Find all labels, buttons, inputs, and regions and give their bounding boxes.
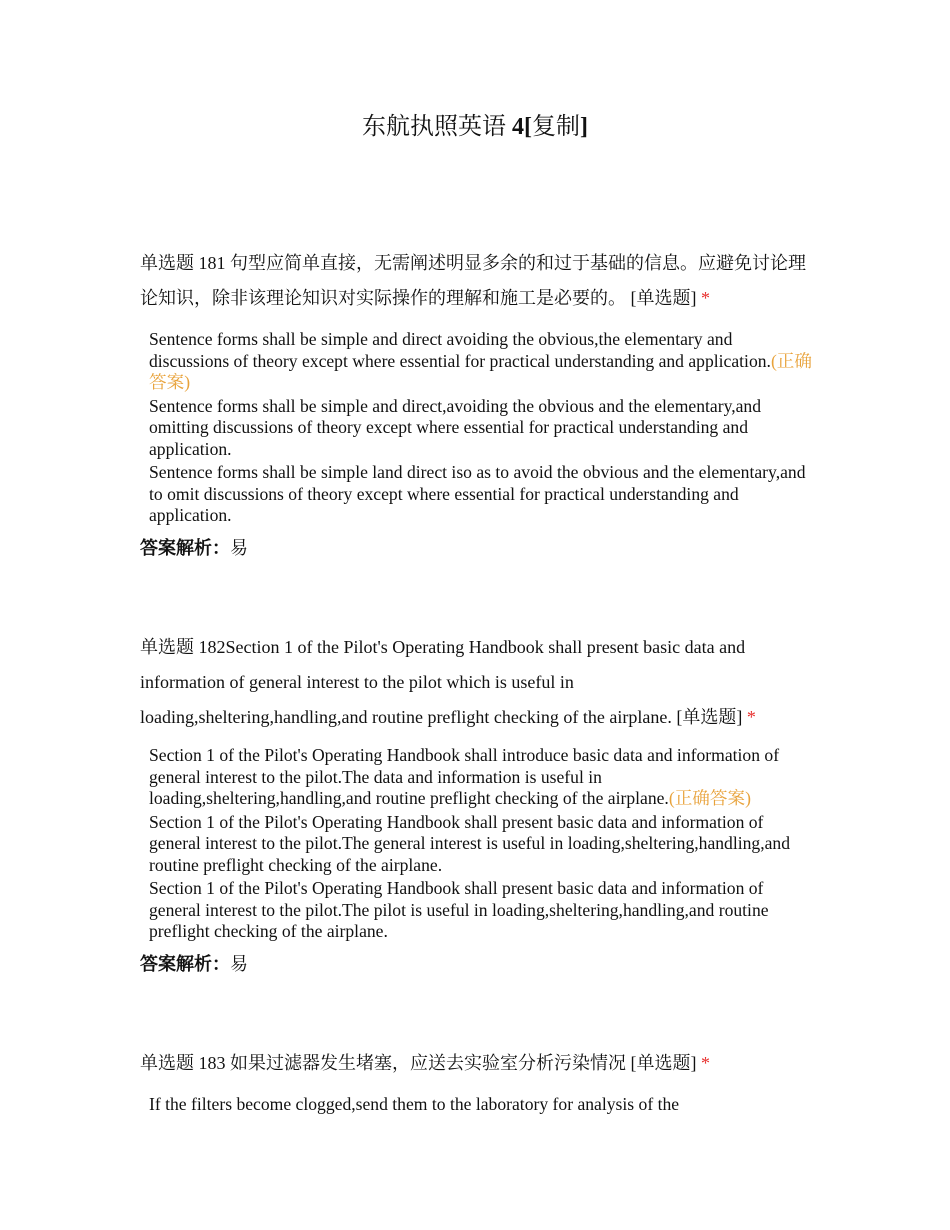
correct-answer-marker: (正确答案) — [149, 350, 812, 392]
analysis-value: 易 — [230, 954, 248, 974]
required-mark: * — [746, 707, 756, 727]
option-b[interactable] — [149, 812, 814, 877]
question-type-tag: [单选题] — [630, 1053, 697, 1073]
required-mark: * — [701, 1053, 710, 1073]
question-181-prompt — [140, 246, 812, 316]
question-183-prompt — [140, 1046, 812, 1081]
option-text: Section 1 of the Pilot's Operating Handbook shall present basic data and information of general interest to the pilot.The general interest is useful in loading,sheltering,handling,and routine preflight checking of the airplane. — [149, 811, 791, 875]
option-text: Sentence forms shall be simple and direct,avoiding the obvious and the elementary,and omitting discussions of theory except where essential for practical understanding and application. — [149, 395, 762, 459]
title-bracket: ] — [580, 114, 588, 140]
question-182-options — [149, 745, 814, 945]
required-mark: * — [701, 288, 710, 308]
question-181-options — [149, 329, 814, 529]
title-text: 东航执照英语 — [362, 114, 512, 140]
option-text: Sentence forms shall be simple land direct iso as to avoid the obvious and the elementary,and to omit discussions of theory except where essential for practical understanding and application. — [149, 462, 806, 525]
option-text: Section 1 of the Pilot's Operating Handbook shall present basic data and information of general interest to the pilot.The pilot is useful in loading,sheltering,handling,and routine preflight checking of the airplane. — [149, 878, 769, 941]
question-type-tag: [单选题] — [630, 288, 697, 308]
option-a[interactable] — [149, 745, 814, 810]
question-text: 单选题 183 如果过滤器发生堵塞，应送去实验室分析污染情况 — [140, 1053, 626, 1073]
analysis-label: 答案解析： — [140, 538, 230, 558]
option-text: Section 1 of the Pilot's Operating Handbook shall introduce basic data and information of general interest to the pilot.The data and information is useful in loading,sheltering,handling,and routine preflight checking of the airplane. — [149, 745, 780, 808]
option-a[interactable] — [149, 1094, 814, 1116]
question-type-tag: [单选题] — [676, 707, 743, 727]
answer-analysis-182 — [140, 951, 248, 977]
question-text: 单选题 182Section 1 of the Pilot's Operating Handbook shall present basic data and information of general interest to the pilot which is useful in loading,sheltering,handling,and routine preflight checking of the airplane. — [140, 637, 746, 727]
question-183-options — [149, 1094, 814, 1118]
option-a[interactable] — [149, 329, 814, 394]
option-c[interactable] — [149, 878, 814, 943]
correct-answer-marker: (正确答案) — [668, 788, 751, 808]
document-title — [0, 110, 950, 144]
option-c[interactable] — [149, 462, 814, 527]
option-text: Sentence forms shall be simple and direct avoiding the obvious,the elementary and discussions of theory except where essential for practical understanding and application. — [149, 329, 771, 371]
title-number: 4[ — [512, 114, 532, 140]
question-182-prompt — [140, 630, 800, 735]
analysis-label: 答案解析： — [140, 954, 230, 974]
option-b[interactable] — [149, 396, 814, 461]
title-copy: 复制 — [532, 114, 580, 140]
analysis-value: 易 — [230, 538, 248, 558]
option-text: If the filters become clogged,send them to the laboratory for analysis of the — [149, 1094, 680, 1114]
answer-analysis-181 — [140, 535, 248, 561]
question-text: 单选题 181 句型应简单直接，无需阐述明显多余的和过于基础的信息。应避免讨论理论知识，除非该理论知识对实际操作的理解和施工是必要的。 — [140, 253, 806, 308]
